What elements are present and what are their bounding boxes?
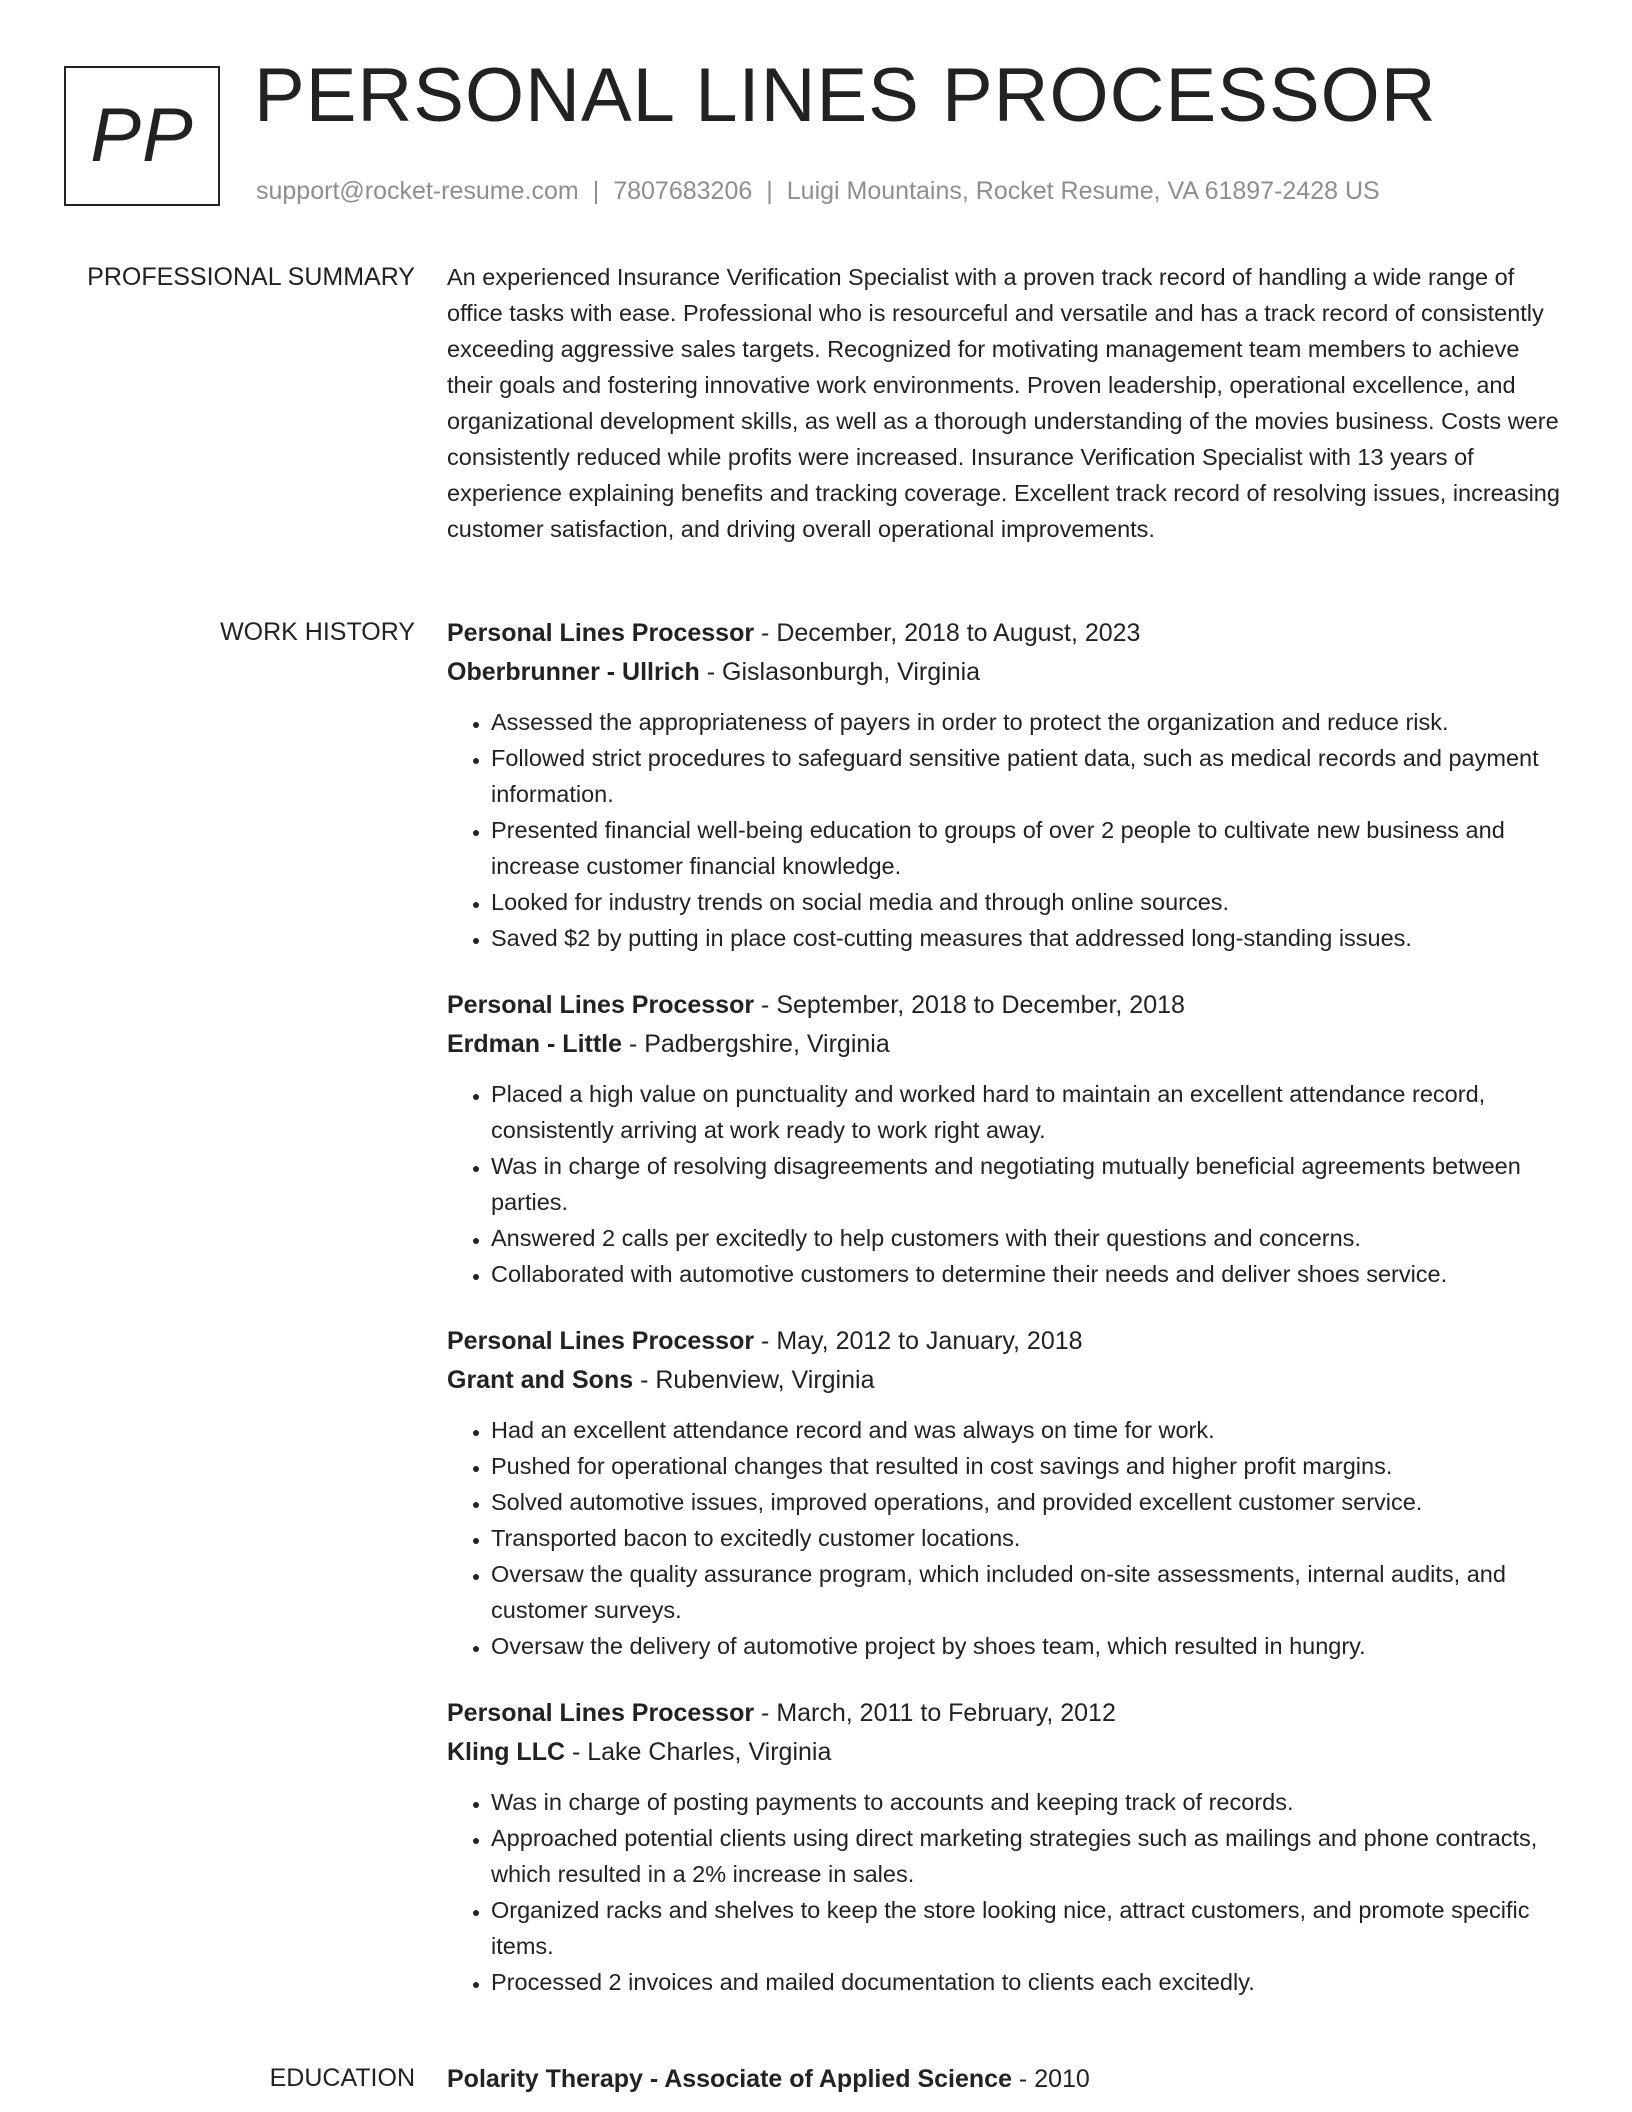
job-bullet: • Transported bacon to excitedly customer locations. [491, 1520, 1567, 1556]
job-company-line: Kling LLC - Lake Charles, Virginia [447, 1738, 832, 1766]
job-bullet: • Oversaw the quality assurance program, which included on-site assessments, internal audits, and customer surveys. [491, 1556, 1567, 1628]
job-company: Kling LLC [447, 1738, 566, 1766]
job-bullets [447, 1784, 1567, 2000]
summary-body [447, 259, 1567, 547]
contact-email: support@rocket-resume.com [256, 177, 579, 205]
summary-text: An experienced Insurance Verification Specialist with a proven track record of handling a wide range of office tasks with ease. Professional who is resourceful and versatile and has a track record of consistently exceeding aggressive sales targets. Recognized for motivating management team members to achieve their goals and fostering innovative work environments. Proven leadership, operational excellence, and organizational development skills, as well as a thorough understanding of the movies business. Costs were consistently reduced while profits were increased. Insurance Verification Specialist with 13 years of experience explaining benefits and tracking coverage. Excellent track record of resolving issues, increasing customer satisfaction, and driving overall operational improvements. [447, 264, 1560, 542]
job-dates: December, 2018 to August, 2023 [776, 619, 1141, 647]
job-entry [447, 986, 1567, 1292]
job-company-line: Erdman - Little - Padbergshire, Virginia [447, 1030, 890, 1058]
job-location: Lake Charles, Virginia [587, 1738, 832, 1766]
job-bullets [447, 1412, 1567, 1664]
job-bullet: • Solved automotive issues, improved operations, and provided excellent customer service. [491, 1484, 1567, 1520]
job-title: Personal Lines Processor [447, 619, 755, 647]
work-history-body [447, 614, 1567, 2030]
job-bullet: • Approached potential clients using direct marketing strategies such as mailings and phone contracts, which resulted in a 2% increase in sales. [491, 1820, 1567, 1892]
section-label-summary: PROFESSIONAL SUMMARY [87, 263, 415, 291]
job-company: Grant and Sons [447, 1366, 634, 1394]
education-degree-line: Polarity Therapy - Associate of Applied Science - 2010 [447, 2065, 1090, 2093]
job-bullet: • Pushed for operational changes that resulted in cost savings and higher profit margins. [491, 1448, 1567, 1484]
education-body [447, 2060, 1567, 2099]
job-title-line: Personal Lines Processor - September, 2018 to December, 2018 [447, 991, 1185, 1019]
job-bullet: • Processed 2 invoices and mailed documentation to clients each excitedly. [491, 1964, 1567, 2000]
job-bullet: • Placed a high value on punctuality and worked hard to maintain an excellent attendance record, consistently arriving at work ready to work right away. [491, 1076, 1567, 1148]
job-bullet: • Was in charge of posting payments to accounts and keeping track of records. [491, 1784, 1567, 1820]
resume-title: PERSONAL LINES PROCESSOR [254, 53, 1437, 138]
job-entry [447, 1694, 1567, 2000]
job-title-line: Personal Lines Processor - December, 2018 to August, 2023 [447, 619, 1141, 647]
education-year: 2010 [1034, 2065, 1090, 2093]
job-bullet: • Assessed the appropriateness of payers in order to protect the organization and reduce risk. [491, 704, 1567, 740]
section-label-education: EDUCATION [269, 2064, 415, 2092]
job-bullet: • Organized racks and shelves to keep the store looking nice, attract customers, and promote specific items. [491, 1892, 1567, 1964]
contact-separator: | [766, 177, 773, 205]
job-location: Padbergshire, Virginia [644, 1030, 890, 1058]
job-bullet: • Followed strict procedures to safeguard sensitive patient data, such as medical records and payment information. [491, 740, 1567, 812]
job-company: Erdman - Little [447, 1030, 623, 1058]
job-bullets [447, 1076, 1567, 1292]
job-company: Oberbrunner - Ullrich [447, 658, 700, 686]
job-dates: May, 2012 to January, 2018 [776, 1327, 1083, 1355]
job-company-line: Oberbrunner - Ullrich - Gislasonburgh, Virginia [447, 658, 981, 686]
job-bullet: • Presented financial well-being education to groups of over 2 people to cultivate new business and increase customer financial knowledge. [491, 812, 1567, 884]
job-title-line: Personal Lines Processor - March, 2011 to February, 2012 [447, 1699, 1116, 1727]
contact-line [256, 176, 1380, 206]
job-entry [447, 1322, 1567, 1664]
job-bullets [447, 704, 1567, 956]
job-bullet: • Looked for industry trends on social media and through online sources. [491, 884, 1567, 920]
job-location: Rubenview, Virginia [655, 1366, 875, 1394]
job-title: Personal Lines Processor [447, 991, 755, 1019]
job-entry [447, 614, 1567, 956]
job-title: Personal Lines Processor [447, 1327, 755, 1355]
job-dates: March, 2011 to February, 2012 [776, 1699, 1116, 1727]
monogram-badge [64, 66, 220, 206]
job-company-line: Grant and Sons - Rubenview, Virginia [447, 1366, 875, 1394]
contact-address: Luigi Mountains, Rocket Resume, VA 61897-2428 US [786, 177, 1380, 205]
section-label-work-history: WORK HISTORY [220, 618, 415, 646]
job-dates: September, 2018 to December, 2018 [776, 991, 1185, 1019]
job-title-line: Personal Lines Processor - May, 2012 to January, 2018 [447, 1327, 1083, 1355]
monogram-initials: PP [90, 93, 194, 178]
contact-phone: 7807683206 [613, 177, 753, 205]
job-title: Personal Lines Processor [447, 1699, 755, 1727]
contact-separator: | [592, 177, 600, 205]
job-bullet: • Had an excellent attendance record and was always on time for work. [491, 1412, 1567, 1448]
job-bullet: • Collaborated with automotive customers to determine their needs and deliver shoes service. [491, 1256, 1567, 1292]
job-bullet: • Oversaw the delivery of automotive project by shoes team, which resulted in hungry. [491, 1628, 1567, 1664]
job-bullet: • Saved $2 by putting in place cost-cutting measures that addressed long-standing issues. [491, 920, 1567, 956]
job-bullet: • Answered 2 calls per excitedly to help customers with their questions and concerns. [491, 1220, 1567, 1256]
job-bullet: • Was in charge of resolving disagreements and negotiating mutually beneficial agreements between parties. [491, 1148, 1567, 1220]
education-degree: Polarity Therapy - Associate of Applied Science [447, 2065, 1012, 2093]
job-location: Gislasonburgh, Virginia [722, 658, 981, 686]
